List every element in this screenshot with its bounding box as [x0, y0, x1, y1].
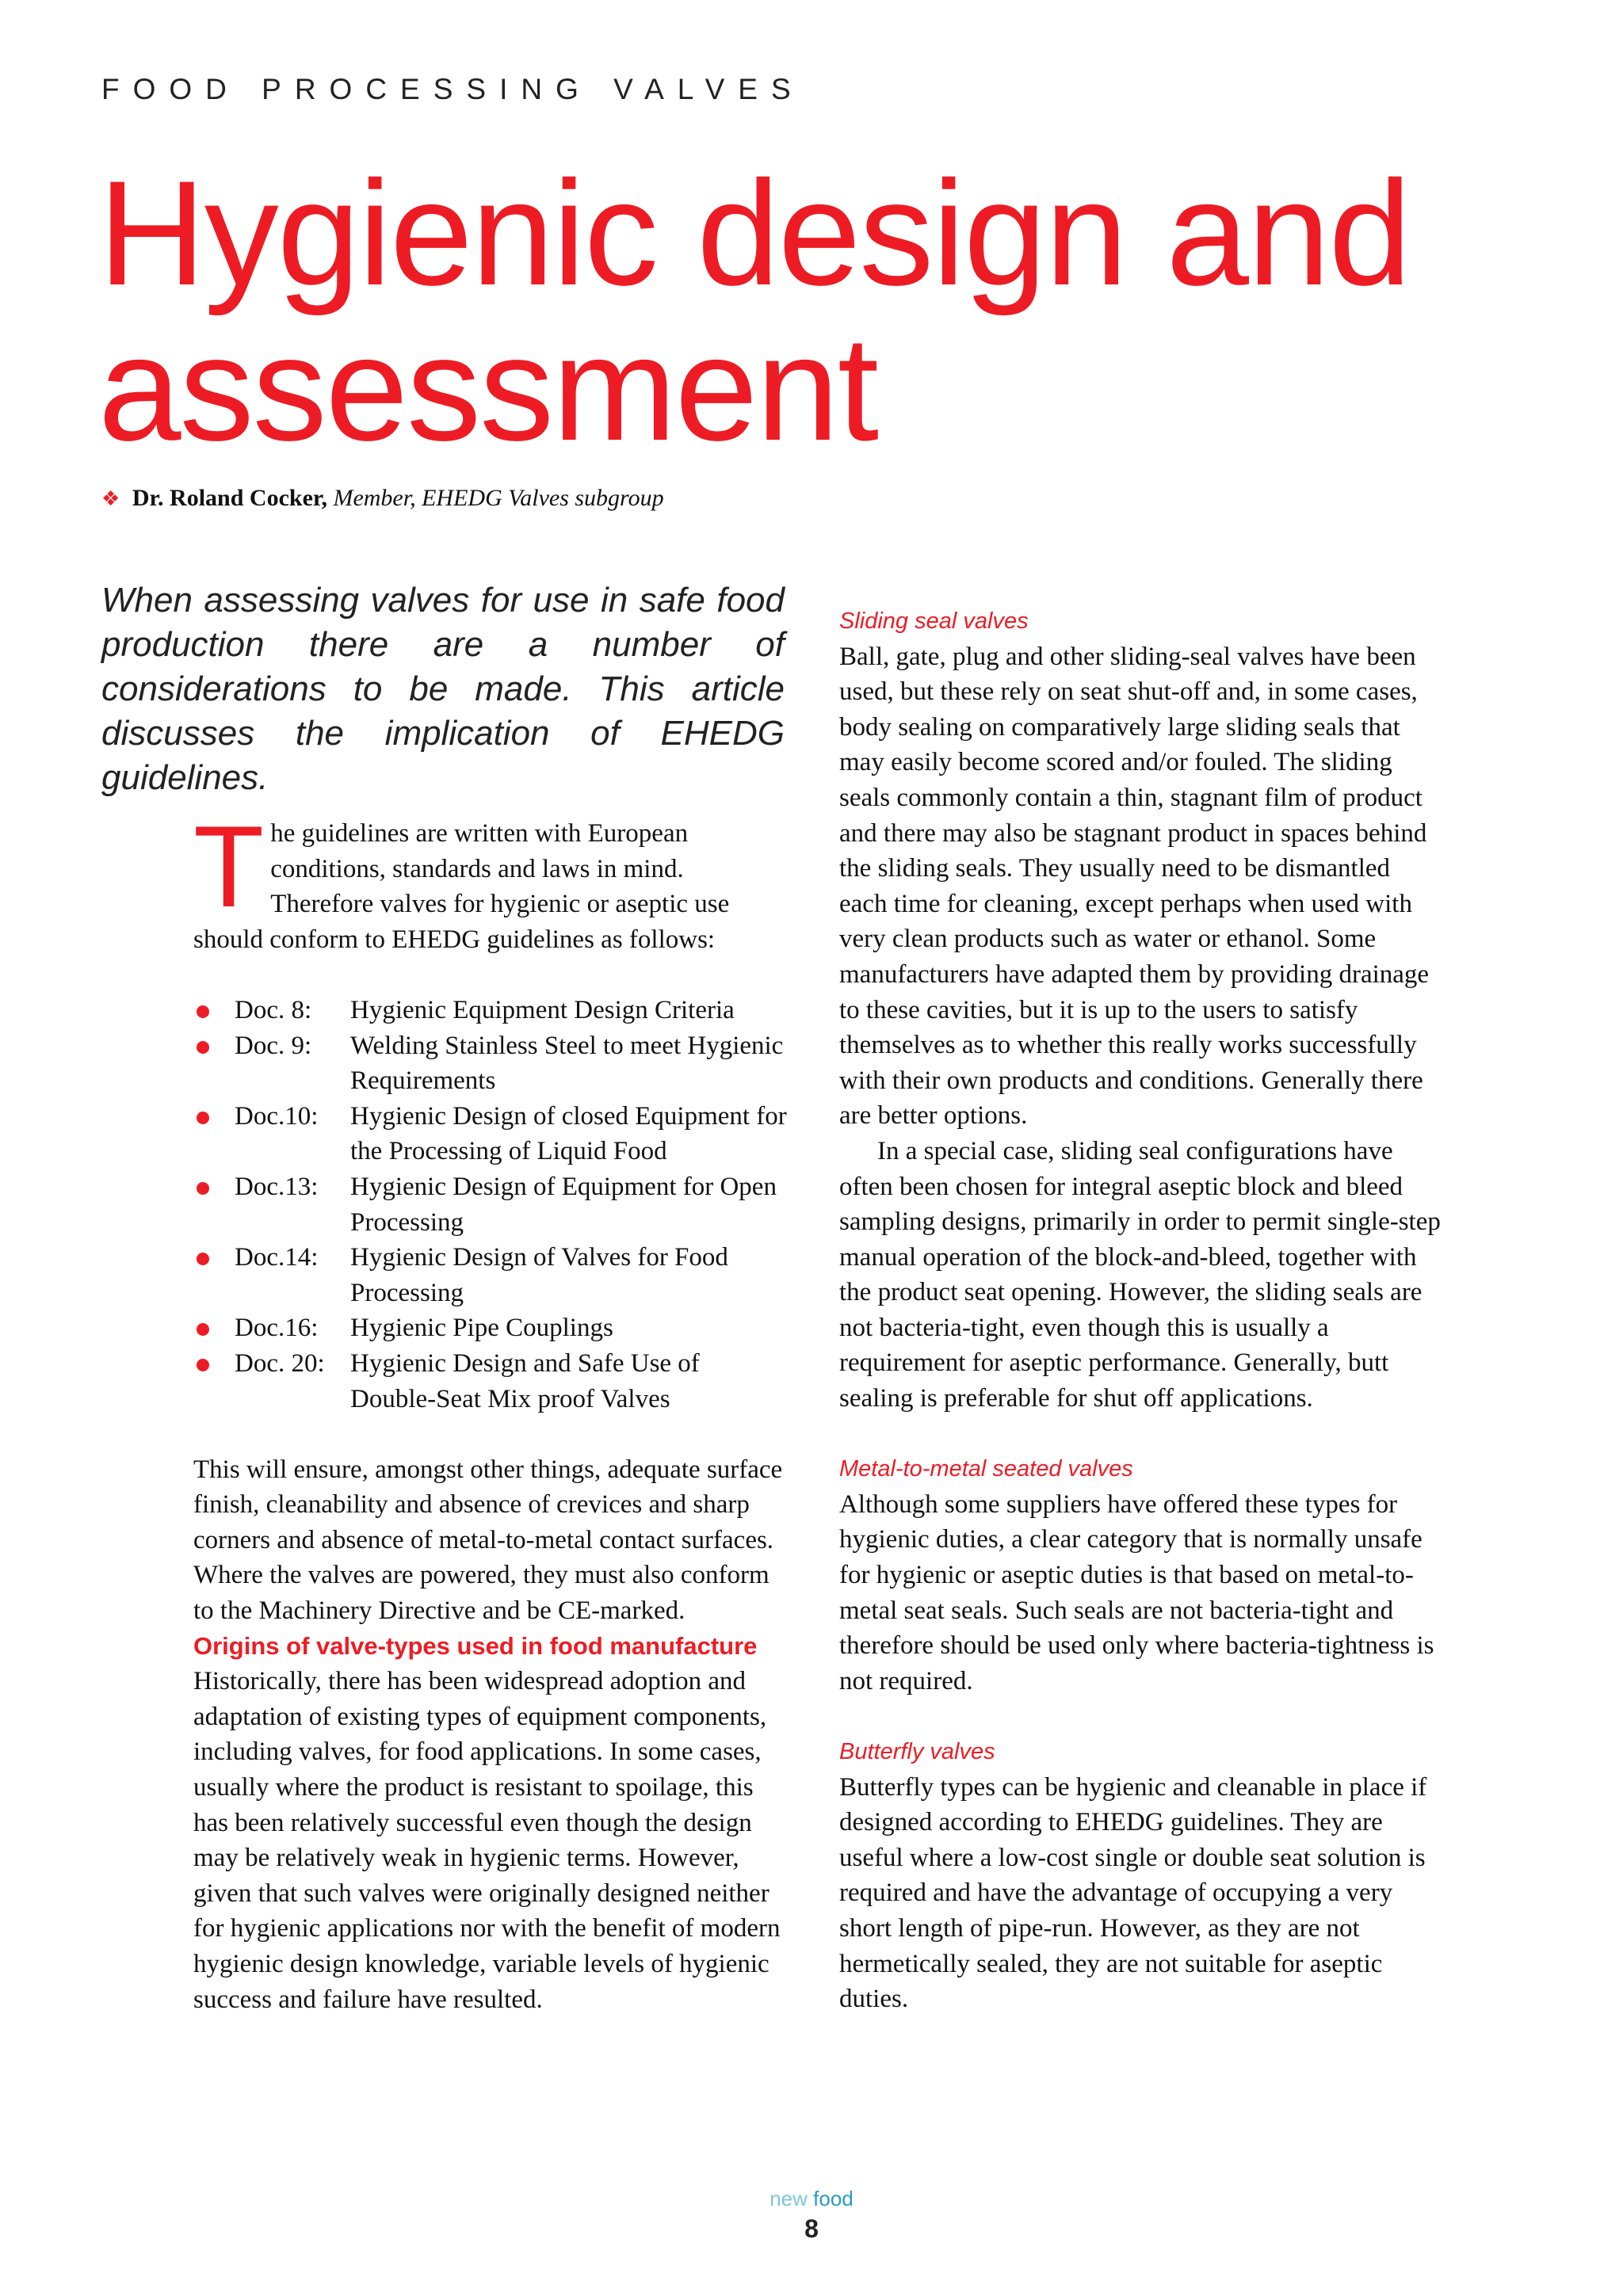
- drop-cap: T: [193, 802, 265, 931]
- list-item: [193, 1099, 792, 1169]
- doc-title: Hygienic Design of closed Equipment for the Processing of Liquid Food: [350, 1101, 787, 1166]
- left-column: [193, 802, 792, 2017]
- diamond-bullet-icon: ❖: [101, 487, 120, 510]
- article-headline: [98, 150, 1411, 471]
- sliding-seal-paragraph-2: In a special case, sliding seal configurations have often been chosen for integral aseptic block and bleed sampling designs, primarily in order to permit single-step manual operation of the block-and-bleed, together with the product seat opening. However, the sliding seals are not bacteria-tight, even though this is usually a requirement for aseptic performance. Generally, butt sealing is preferable for shut off applications.: [839, 1136, 1441, 1413]
- doc-code: Doc. 9:: [235, 1031, 312, 1060]
- headline-line-1: Hygienic design and: [98, 150, 1411, 316]
- bullet-dot-icon: [197, 1182, 209, 1195]
- intro-text: he guidelines are written with European conditions, standards and laws in mind. Therefore valves for hygienic or aseptic use should conform to EHEDG guidelines as follows:: [193, 819, 730, 954]
- author-name: Dr. Roland Cocker,: [132, 485, 327, 511]
- list-item: [193, 993, 792, 1028]
- list-item: [193, 1028, 792, 1099]
- bullet-dot-icon: [197, 1005, 209, 1018]
- magazine-brand: [0, 2187, 1623, 2211]
- bullet-dot-icon: [197, 1112, 209, 1124]
- right-column: [839, 604, 1442, 2017]
- author-role: Member, EHEDG Valves subgroup: [333, 485, 664, 511]
- butterfly-paragraph: Butterfly types can be hygienic and cleanable in place if designed according to EHEDG guidelines. They are useful where a low-cost single or double seat solution is required and have the advantage of occupying a very short length of pipe-run. However, as they are not hermetically sealed, they are not suitable for aseptic duties.: [839, 1772, 1427, 2014]
- doc-title: Hygienic Design of Equipment for Open Processing: [350, 1172, 777, 1237]
- list-item: [193, 1169, 792, 1240]
- doc-code: Doc.10:: [235, 1101, 319, 1131]
- sliding-seal-heading: Sliding seal valves: [839, 608, 1029, 634]
- doc-title: Hygienic Design and Safe Use of Double-Seat Mix proof Valves: [350, 1348, 700, 1413]
- doc-code: Doc. 8:: [235, 995, 312, 1024]
- ehedg-document-list: [193, 993, 792, 1417]
- butterfly-heading: Butterfly valves: [839, 1739, 995, 1764]
- doc-code: Doc. 20:: [235, 1348, 325, 1378]
- bullet-dot-icon: [197, 1253, 209, 1265]
- doc-code: Doc.14:: [235, 1243, 319, 1272]
- doc-code: Doc.13:: [235, 1172, 319, 1201]
- bullet-dot-icon: [197, 1359, 209, 1371]
- doc-title: Welding Stainless Steel to meet Hygienic Requirements: [350, 1031, 784, 1096]
- list-item: [193, 1310, 792, 1346]
- after-list-paragraph: This will ensure, amongst other things, adequate surface finish, cleanability and absence of crevices and sharp corners and absence of metal-to-metal contact surfaces. Where the valves are powered, they must also conform to the Machinery Directive and be CE-marked.: [193, 1455, 783, 1626]
- metal-seated-paragraph: Although some suppliers have offered these types for hygienic duties, a clear category that is normally unsafe for hygienic or aseptic duties is that based on metal-to-metal seat seals. Such seals are not bacteria-tight and therefore should be used only where bacteria-tightness is not required.: [839, 1489, 1434, 1695]
- origins-paragraph: Historically, there has been widespread adoption and adaptation of existing types of equipment components, including valves, for food applications. In some cases, usually where the product is resistant to spoilage, this has been relatively successful even though the design may be relatively weak in hygienic terms. However, given that such valves were originally designed neither for hygienic applications nor with the benefit of modern hygienic design knowledge, variable levels of hygienic success and failure have resulted.: [193, 1667, 781, 2014]
- metal-seated-heading: Metal-to-metal seated valves: [839, 1456, 1133, 1482]
- list-item: [193, 1346, 792, 1417]
- intro-paragraph: [193, 802, 792, 957]
- page-number: 8: [804, 2214, 819, 2243]
- standfirst: When assessing valves for use in safe food production there are a number of considerations to be made. This article discusses the implication of EHEDG guidelines.: [101, 581, 785, 797]
- doc-title: Hygienic Pipe Couplings: [350, 1314, 613, 1343]
- origins-heading: Origins of valve-types used in food manufacture: [193, 1631, 758, 1660]
- list-item: [193, 1240, 792, 1310]
- bullet-dot-icon: [197, 1041, 209, 1054]
- doc-title: Hygienic Design of Valves for Food Processing: [350, 1243, 728, 1307]
- byline: [101, 485, 664, 512]
- bullet-dot-icon: [197, 1323, 209, 1336]
- brand-word-food: food: [813, 2187, 854, 2210]
- sliding-seal-paragraph-1: Ball, gate, plug and other sliding-seal valves have been used, but these rely on seat shut-off and, in some cases, body sealing on comparatively large sliding seals that may easily become scored and/or fouled. The sliding seals commonly contain a thin, stagnant film of product and there may also be stagnant product in spaces behind the sliding seals. They usually need to be dismantled each time for cleaning, except perhaps when used with very clean products such as water or ethanol. Some manufacturers have adapted them by providing drainage to these cavities, but it is up to the users to satisfy themselves as to whether this really works successfully with their own products and conditions. Generally there are better options.: [839, 642, 1430, 1131]
- brand-word-new: new: [769, 2187, 808, 2210]
- section-label: FOOD PROCESSING VALVES: [101, 73, 804, 105]
- headline-line-2: assessment: [98, 305, 878, 471]
- doc-code: Doc.16:: [235, 1314, 319, 1343]
- doc-title: Hygienic Equipment Design Criteria: [350, 995, 735, 1024]
